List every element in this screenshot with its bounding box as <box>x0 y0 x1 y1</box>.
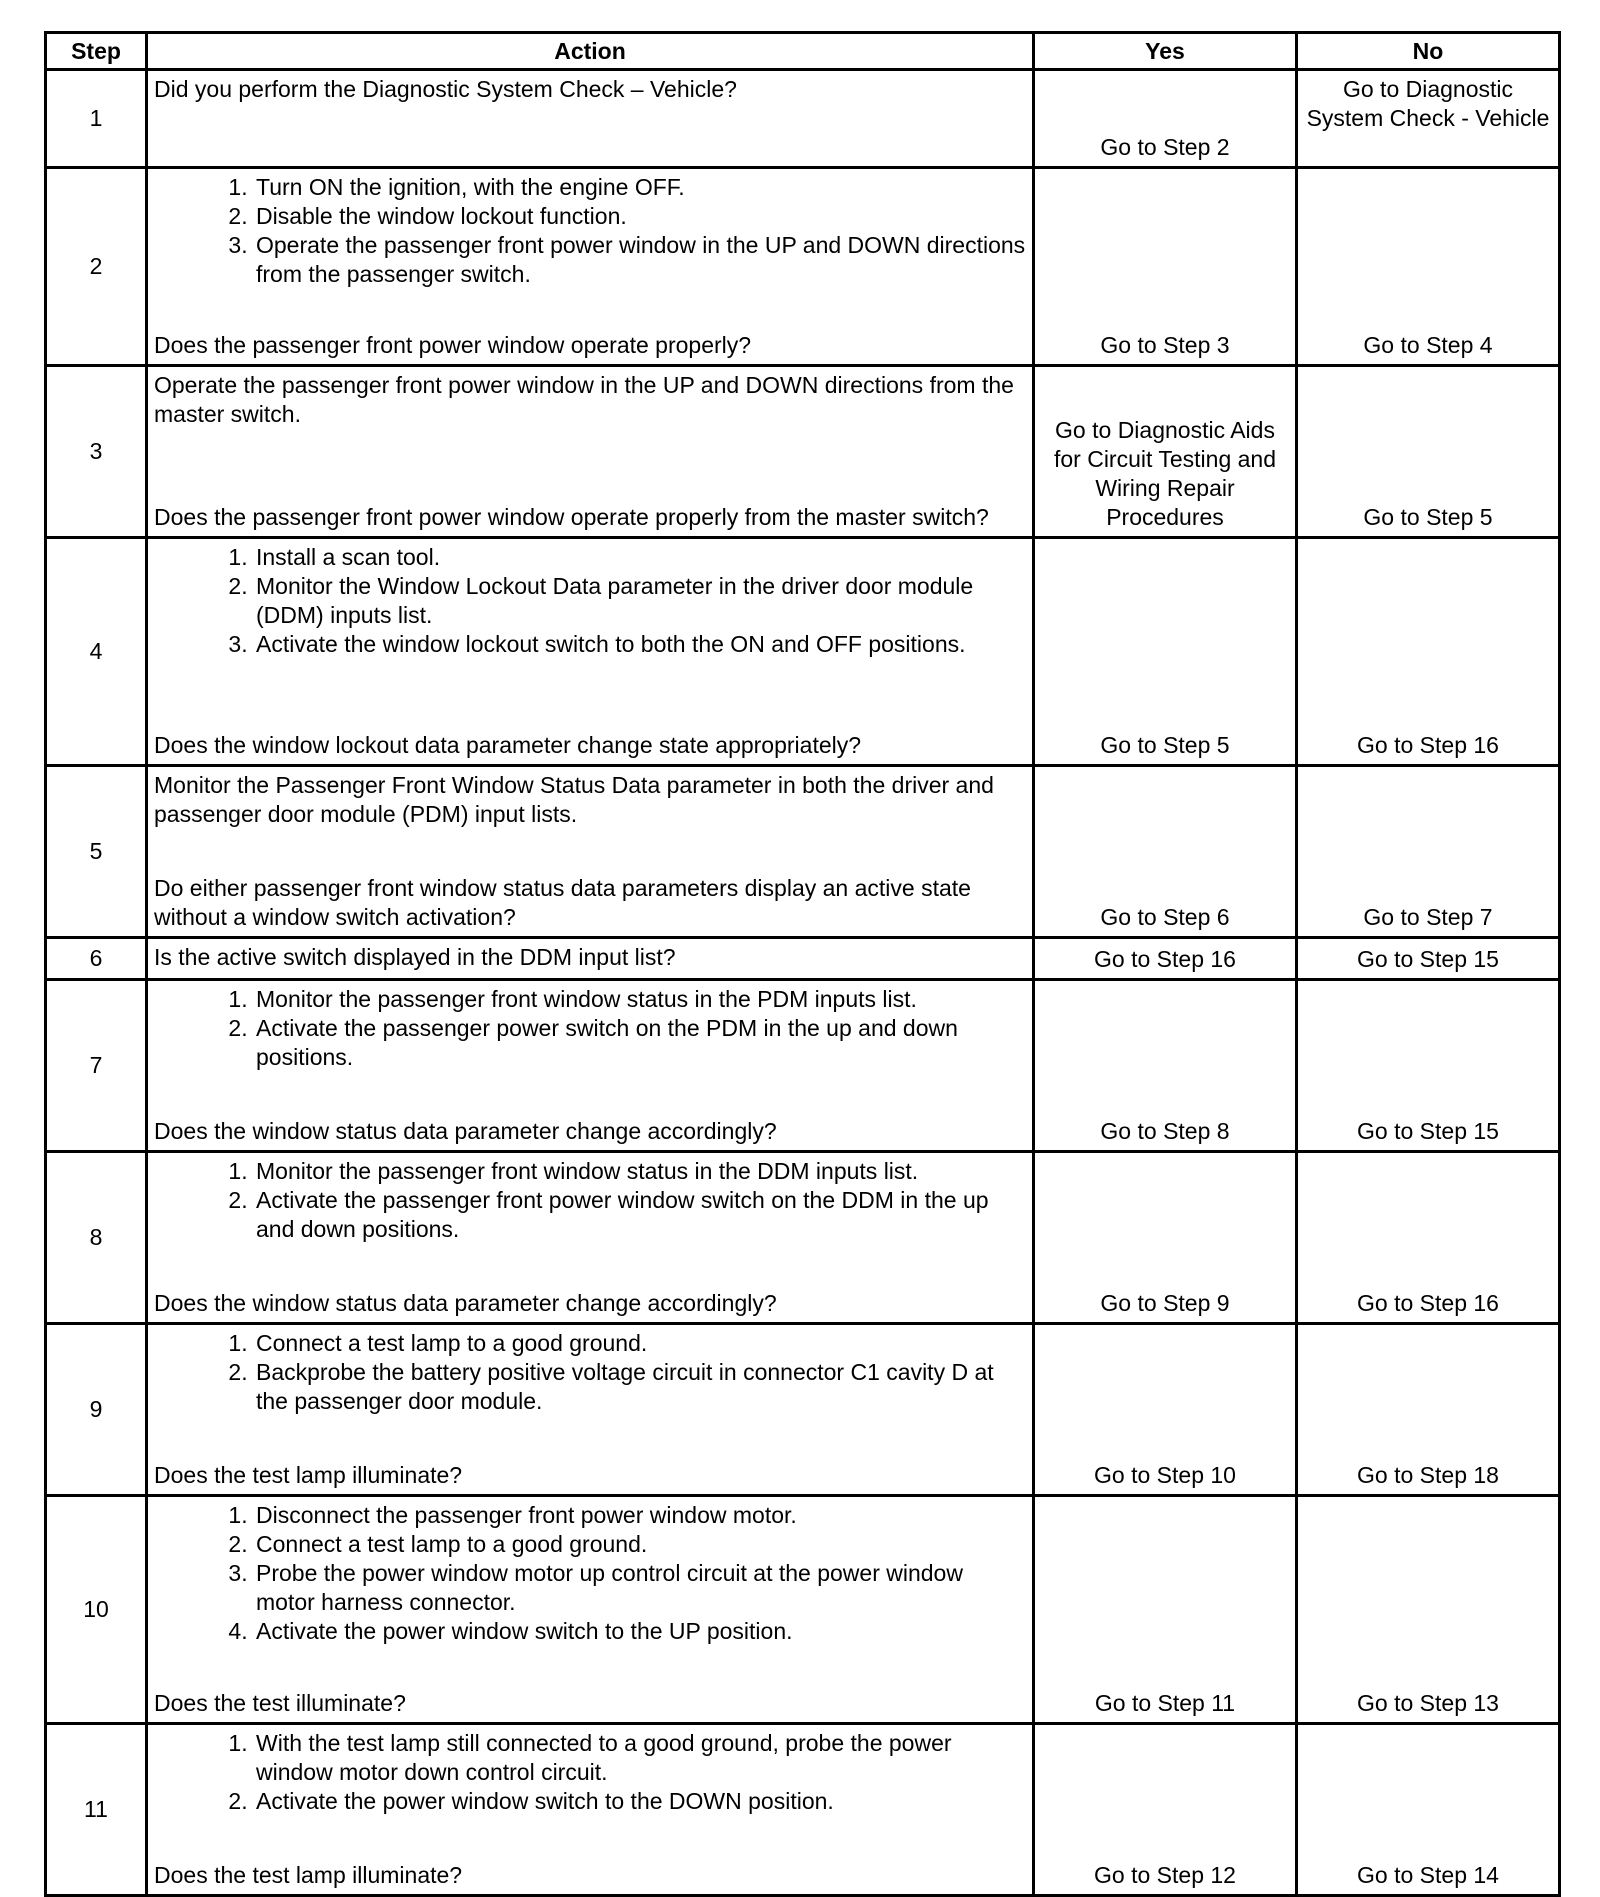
action-instruction: Operate the passenger front power window in the UP and DOWN directions from the master switch. <box>154 372 1014 427</box>
step-number: 9 <box>46 1324 147 1496</box>
spacer <box>154 289 1028 331</box>
spacer <box>154 1816 1028 1861</box>
table-row <box>46 1496 1560 1724</box>
action-step-item: 1. With the test lamp still connected to a good ground, probe the power window motor down control circuit. <box>254 1729 1028 1787</box>
action-cell <box>147 70 1034 168</box>
step-number: 7 <box>46 980 147 1152</box>
action-question: Does the window status data parameter change accordingly? <box>154 1290 777 1316</box>
action-steps-list <box>154 1329 1028 1416</box>
action-step-item: 4. Activate the power window switch to the UP position. <box>254 1617 1028 1646</box>
action-step-item: 1. Connect a test lamp to a good ground. <box>254 1329 1028 1358</box>
action-step-item: 3. Probe the power window motor up control circuit at the power window motor harness connector. <box>254 1559 1028 1617</box>
table-row <box>46 1152 1560 1324</box>
spacer <box>154 1416 1028 1461</box>
action-question: Does the passenger front power window operate properly? <box>154 332 752 358</box>
diagnostic-table <box>44 31 1561 1897</box>
action-steps-list <box>154 1501 1028 1646</box>
action-cell <box>147 1724 1034 1896</box>
header-action: Action <box>147 33 1034 70</box>
action-question: Do either passenger front window status data parameters display an active state without a window switch activation? <box>154 875 971 930</box>
step-number: 11 <box>46 1724 147 1896</box>
action-step-item: 1. Monitor the passenger front window status in the PDM inputs list. <box>254 985 1028 1014</box>
yes-result: Go to Step 12 <box>1034 1724 1297 1896</box>
action-question: Does the test illuminate? <box>154 1690 406 1716</box>
action-question: Does the window status data parameter change accordingly? <box>154 1118 777 1144</box>
yes-result: Go to Step 8 <box>1034 980 1297 1152</box>
yes-result: Go to Step 5 <box>1034 538 1297 766</box>
action-steps-list <box>154 1157 1028 1244</box>
no-result: Go to Step 7 <box>1297 766 1560 938</box>
action-steps-list <box>154 173 1028 289</box>
action-question: Does the test lamp illuminate? <box>154 1462 463 1488</box>
action-instruction: Did you perform the Diagnostic System Check – Vehicle? <box>154 76 737 102</box>
action-step-item: 2. Backprobe the battery positive voltage circuit in connector C1 cavity D at the passenger door module. <box>254 1358 1028 1416</box>
table-row <box>46 938 1560 980</box>
table-row <box>46 366 1560 538</box>
header-no: No <box>1297 33 1560 70</box>
action-cell <box>147 766 1034 938</box>
spacer <box>154 1244 1028 1289</box>
header-step: Step <box>46 33 147 70</box>
action-step-item: 2. Activate the passenger front power window switch on the DDM in the up and down positions. <box>254 1186 1028 1244</box>
table-row <box>46 538 1560 766</box>
action-step-item: 2. Disable the window lockout function. <box>254 202 1028 231</box>
table-row <box>46 1324 1560 1496</box>
step-number: 5 <box>46 766 147 938</box>
yes-result: Go to Step 10 <box>1034 1324 1297 1496</box>
action-question: Does the test lamp illuminate? <box>154 1862 463 1888</box>
table-row <box>46 1724 1560 1896</box>
action-step-item: 2. Connect a test lamp to a good ground. <box>254 1530 1028 1559</box>
yes-result: Go to Diagnostic Aids for Circuit Testing and Wiring Repair Procedures <box>1034 366 1297 538</box>
action-step-item: 2. Activate the passenger power switch on the PDM in the up and down positions. <box>254 1014 1028 1072</box>
no-result: Go to Step 15 <box>1297 980 1560 1152</box>
yes-result: Go to Step 2 <box>1034 70 1297 168</box>
yes-result: Go to Step 16 <box>1034 938 1297 980</box>
no-result: Go to Step 15 <box>1297 938 1560 980</box>
table-row <box>46 168 1560 366</box>
no-result: Go to Step 13 <box>1297 1496 1560 1724</box>
no-result: Go to Step 16 <box>1297 1152 1560 1324</box>
action-step-item: 2. Activate the power window switch to the DOWN position. <box>254 1787 1028 1816</box>
action-cell <box>147 366 1034 538</box>
action-cell <box>147 938 1034 980</box>
table-body <box>46 70 1560 1896</box>
header-row <box>46 33 1560 70</box>
no-result: Go to Step 4 <box>1297 168 1560 366</box>
yes-result: Go to Step 3 <box>1034 168 1297 366</box>
action-cell <box>147 980 1034 1152</box>
no-result: Go to Step 14 <box>1297 1724 1560 1896</box>
spacer <box>154 429 1028 503</box>
spacer <box>154 1646 1028 1689</box>
action-steps-list <box>154 543 1028 659</box>
no-result: Go to Step 16 <box>1297 538 1560 766</box>
step-number: 6 <box>46 938 147 980</box>
action-question: Is the active switch displayed in the DDM input list? <box>154 944 676 970</box>
step-number: 4 <box>46 538 147 766</box>
action-step-item: 1. Turn ON the ignition, with the engine OFF. <box>254 173 1028 202</box>
action-step-item: 1. Disconnect the passenger front power window motor. <box>254 1501 1028 1530</box>
action-cell <box>147 1152 1034 1324</box>
action-cell <box>147 1324 1034 1496</box>
spacer <box>154 829 1028 874</box>
header-yes: Yes <box>1034 33 1297 70</box>
yes-result: Go to Step 6 <box>1034 766 1297 938</box>
action-steps-list <box>154 985 1028 1072</box>
spacer <box>154 659 1028 731</box>
no-result: Go to Step 5 <box>1297 366 1560 538</box>
step-number: 8 <box>46 1152 147 1324</box>
spacer <box>154 1072 1028 1117</box>
action-question: Does the window lockout data parameter change state appropriately? <box>154 732 862 758</box>
step-number: 2 <box>46 168 147 366</box>
action-question: Does the passenger front power window operate properly from the master switch? <box>154 504 989 530</box>
no-result: Go to Step 18 <box>1297 1324 1560 1496</box>
action-step-item: 3. Operate the passenger front power window in the UP and DOWN directions from the passenger switch. <box>254 231 1028 289</box>
yes-result: Go to Step 9 <box>1034 1152 1297 1324</box>
action-cell <box>147 168 1034 366</box>
step-number: 3 <box>46 366 147 538</box>
step-number: 1 <box>46 70 147 168</box>
action-cell <box>147 1496 1034 1724</box>
action-cell <box>147 538 1034 766</box>
action-instruction: Monitor the Passenger Front Window Status Data parameter in both the driver and passenger door module (PDM) input lists. <box>154 772 994 827</box>
no-result: Go to Diagnostic System Check - Vehicle <box>1297 70 1560 168</box>
action-steps-list <box>154 1729 1028 1816</box>
table-row <box>46 980 1560 1152</box>
step-number: 10 <box>46 1496 147 1724</box>
action-step-item: 1. Install a scan tool. <box>254 543 1028 572</box>
action-step-item: 2. Monitor the Window Lockout Data parameter in the driver door module (DDM) inputs list. <box>254 572 1028 630</box>
table-row <box>46 70 1560 168</box>
yes-result: Go to Step 11 <box>1034 1496 1297 1724</box>
table-row <box>46 766 1560 938</box>
action-step-item: 3. Activate the window lockout switch to both the ON and OFF positions. <box>254 630 1028 659</box>
action-step-item: 1. Monitor the passenger front window status in the DDM inputs list. <box>254 1157 1028 1186</box>
